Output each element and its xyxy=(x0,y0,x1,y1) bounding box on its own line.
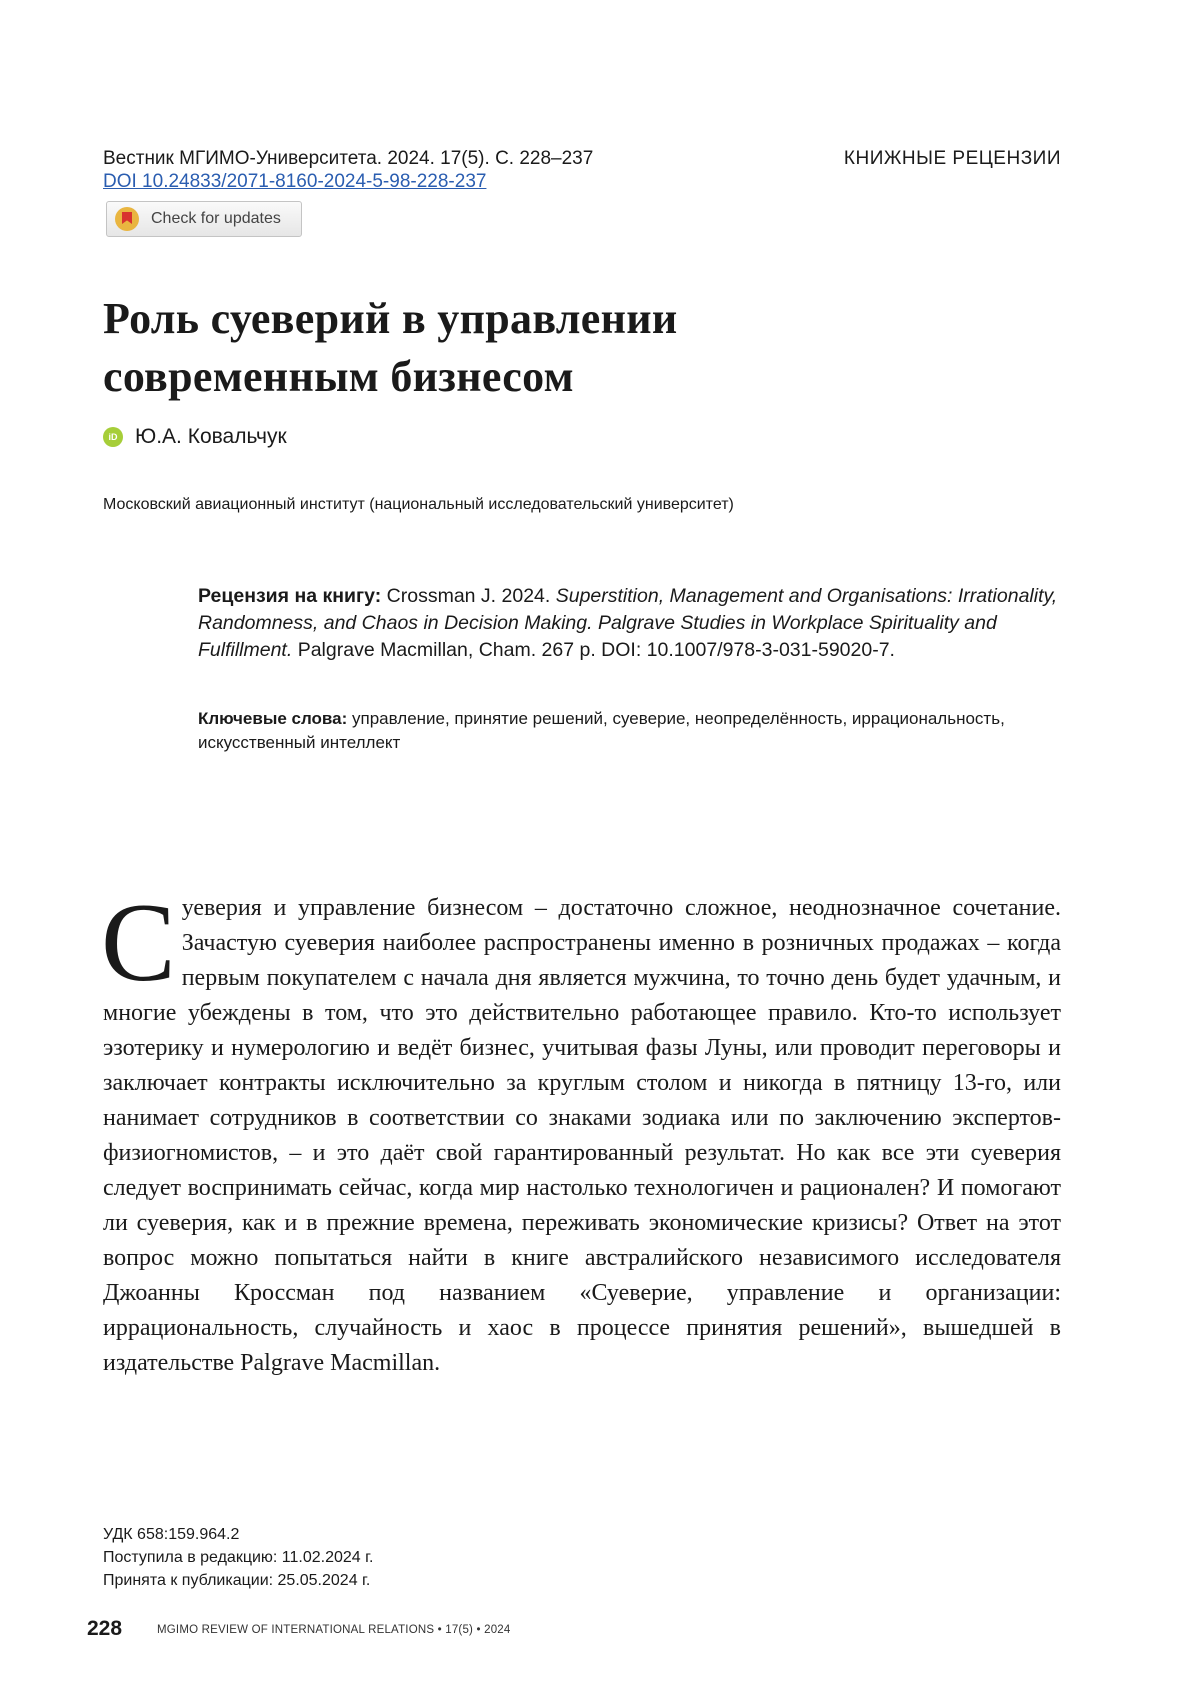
article-meta xyxy=(103,1523,373,1592)
title-line-1: Роль суеверий в управлении xyxy=(103,290,903,348)
body-text: уеверия и управление бизнесом – достаточно сложное, неоднозначное сочетание. Зачастую суеверия наиболее распространены именно в розничных продажах – когда первым покупателем с начала дня является мужчина, то точно день будет удачным, и многие убеждены в том, что это действительно работающее правило. Кто-то использует эзотерику и нумерологию и ведёт бизнес, учитывая фазы Луны, или проводит переговоры и заключает контракты исключительно за круглым столом и никогда в пятницу 13-го, или нанимает сотрудников в соответствии со знаками зодиака или по заключению экспертов-физиогномистов, – и это даёт свой гарантированный результат. Но как все эти суеверия следует воспринимать сейчас, когда мир настолько технологичен и рационален? И помогают ли суеверия, как и в прежние времена, переживать экономические кризисы? Ответ на этот вопрос можно попытаться найти в книге австралийского независимого исследователя Джоанны Кроссман под названием «Суеверие, управление и организации: иррациональность, случайность и хаос в процессе принятия решений», вышедшей в издательстве Palgrave Macmillan. xyxy=(103,895,1061,1376)
accepted-date: Принята к публикации: 25.05.2024 г. xyxy=(103,1569,373,1592)
review-book-title: Superstition, Management and Organisations: Irrationality, Randomness, and Chaos in Decision Making. Palgrave Studies in Workplace Spirituality and Fulfillment. xyxy=(198,585,1057,661)
bookmark-icon xyxy=(115,207,139,231)
page-number: 228 xyxy=(87,1617,122,1641)
drop-cap: С xyxy=(101,899,176,987)
doi-link[interactable]: DOI 10.24833/2071-8160-2024-5-98-228-237 xyxy=(103,171,486,193)
orcid-icon[interactable]: iD xyxy=(103,427,123,447)
affiliation: Московский авиационный институт (национальный исследовательский университет) xyxy=(103,496,734,514)
keywords-label: Ключевые слова: xyxy=(198,709,347,728)
udk: УДК 658:159.964.2 xyxy=(103,1523,373,1546)
check-for-updates-label: Check for updates xyxy=(151,210,281,228)
title-line-2: современным бизнесом xyxy=(103,348,903,406)
received-date: Поступила в редакцию: 11.02.2024 г. xyxy=(103,1546,373,1569)
check-for-updates-button[interactable] xyxy=(106,201,302,237)
running-footer: MGIMO REVIEW OF INTERNATIONAL RELATIONS • 17(5) • 2024 xyxy=(157,1624,510,1636)
review-citation-start: Crossman J. 2024. xyxy=(387,585,551,607)
article-title xyxy=(103,290,903,406)
author-name: Ю.А. Ковальчук xyxy=(135,425,287,449)
review-citation-end: Palgrave Macmillan, Cham. 267 p. DOI: 10.1007/978-3-031-59020-7. xyxy=(298,639,895,661)
keywords-text: управление, принятие решений, суеверие, неопределённость, иррациональность, искусственный интеллект xyxy=(198,709,1005,752)
journal-citation: Вестник МГИМО-Университета. 2024. 17(5). С. 228–237 xyxy=(103,148,593,170)
body-paragraph xyxy=(103,891,1061,1381)
author-row xyxy=(103,425,287,449)
keywords xyxy=(198,707,1061,755)
section-label: КНИЖНЫЕ РЕЦЕНЗИИ xyxy=(844,148,1061,170)
review-label: Рецензия на книгу: xyxy=(198,585,381,607)
review-citation xyxy=(198,583,1061,664)
